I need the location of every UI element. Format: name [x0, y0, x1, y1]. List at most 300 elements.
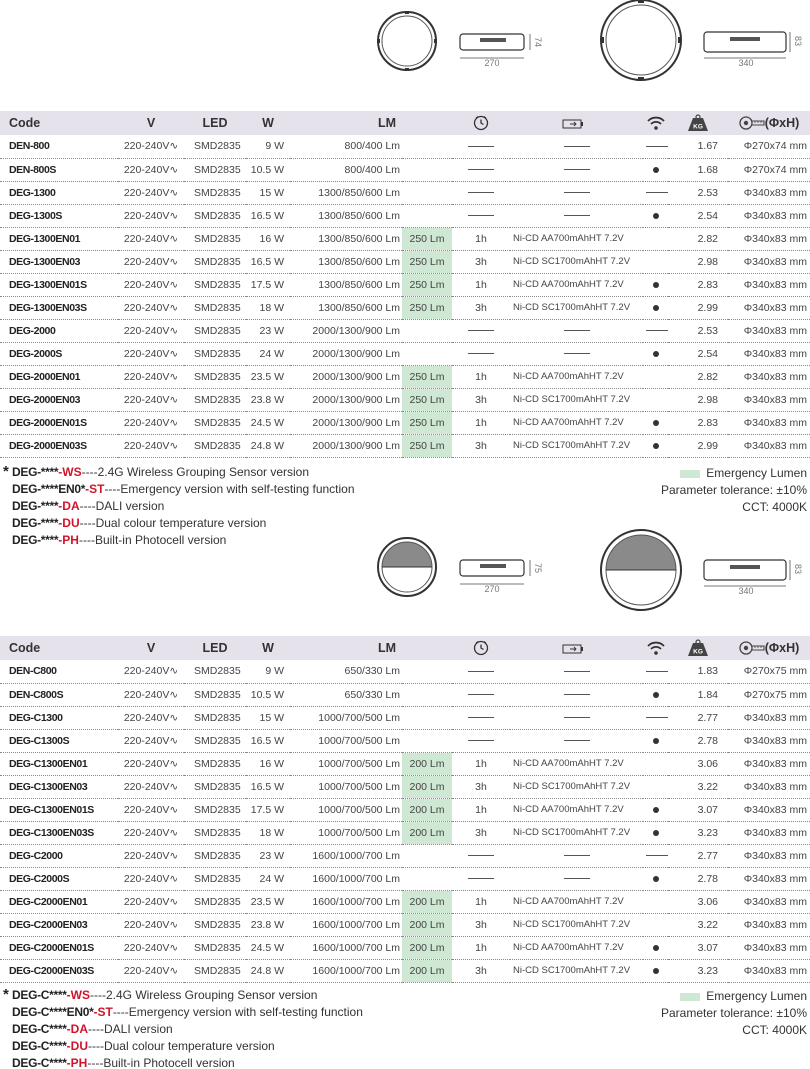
dash-mark: [564, 169, 590, 170]
cell-emergency-lumen-value: 250 Lm: [409, 370, 445, 383]
cell-lumen-value: 1000/700/500 Lm: [318, 826, 400, 839]
cell-wireless: [643, 752, 668, 775]
cell-time-value: 3h: [475, 780, 487, 793]
cell-emergency-lumen: [402, 913, 452, 936]
cell-wireless: [643, 706, 668, 729]
cell-weight-value: 2.54: [697, 209, 718, 222]
cell-code: [0, 913, 118, 936]
cell-voltage: [118, 867, 184, 890]
cell-emergency-lumen: [402, 342, 452, 365]
dash-mark: [468, 740, 494, 741]
cell-time: [452, 821, 510, 844]
cell-weight: [668, 729, 728, 752]
cell-wireless: [643, 936, 668, 959]
wireless-dot: [653, 692, 659, 698]
cell-watt-value: 23 W: [259, 324, 284, 337]
cell-lumen-value: 1600/1000/700 Lm: [312, 918, 400, 931]
cell-dimensions-value: Φ270x75 mm: [743, 665, 807, 678]
cell-lumen: [290, 844, 402, 867]
cell-weight-value: 3.23: [697, 964, 718, 977]
cell-emergency-lumen: [402, 135, 452, 158]
cell-led-value: SMD2835: [194, 918, 241, 931]
dash-mark: [564, 215, 590, 216]
cell-led: [184, 250, 246, 273]
cell-code-value: DEG-C2000S: [9, 872, 70, 885]
cell-code: [0, 821, 118, 844]
cell-lumen: [290, 342, 402, 365]
table-row: [0, 683, 810, 706]
cell-voltage-value: 220-240V∿: [123, 918, 179, 931]
cell-wireless: [643, 319, 668, 342]
cell-dimensions-value: Φ340x83 mm: [743, 826, 807, 839]
cell-time-value: 3h: [475, 826, 487, 839]
variant-suffix: -DA: [66, 1022, 88, 1036]
header-led: [184, 111, 246, 135]
table-row: [0, 250, 810, 273]
cell-voltage-value: 220-240V∿: [123, 780, 179, 793]
table-header-row: [0, 111, 810, 135]
cell-emergency-lumen: [402, 821, 452, 844]
legend-cct: CCT: 4000K: [742, 1023, 807, 1037]
header-wireless: [643, 636, 668, 660]
cell-emergency-lumen: [402, 683, 452, 706]
cell-battery-value: Ni-CD AA700mAhHT 7.2V: [513, 279, 624, 290]
cell-watt: [246, 890, 290, 913]
cell-emergency-lumen-value: 250 Lm: [409, 232, 445, 245]
cell-lumen-value: 650/330 Lm: [344, 688, 400, 701]
cell-emergency-lumen: [402, 365, 452, 388]
cell-led-value: SMD2835: [194, 209, 241, 222]
cell-voltage: [118, 250, 184, 273]
cell-emergency-lumen-value: 200 Lm: [409, 964, 445, 977]
variant-suffix: -WS: [66, 988, 90, 1002]
dash-mark: [646, 330, 668, 331]
cell-dimensions-value: Φ340x83 mm: [743, 416, 807, 429]
cell-led: [184, 388, 246, 411]
cell-weight-value: 2.53: [697, 324, 718, 337]
cell-dimensions: [728, 775, 810, 798]
cell-voltage: [118, 388, 184, 411]
cell-watt: [246, 319, 290, 342]
cell-battery-value: Ni-CD AA700mAhHT 7.2V: [513, 417, 624, 428]
cell-led: [184, 890, 246, 913]
cell-lumen-value: 1300/850/600 Lm: [318, 278, 400, 291]
cell-weight-value: 2.82: [697, 232, 718, 245]
cell-battery: [510, 434, 643, 457]
cell-dimensions: [728, 660, 810, 683]
cell-lumen-value: 1300/850/600 Lm: [318, 209, 400, 222]
variant-suffix: -ST: [85, 482, 105, 496]
cell-weight: [668, 273, 728, 296]
cell-led: [184, 959, 246, 982]
table-row: [0, 729, 810, 752]
cell-voltage-value: 220-240V∿: [123, 255, 179, 268]
cell-dimensions-value: Φ340x83 mm: [743, 780, 807, 793]
cell-watt: [246, 936, 290, 959]
cell-time: [452, 660, 510, 683]
cell-dimensions-value: Φ340x83 mm: [743, 849, 807, 862]
cell-weight: [668, 411, 728, 434]
cell-emergency-lumen: [402, 729, 452, 752]
cell-time: [452, 913, 510, 936]
cell-lumen-value: 650/330 Lm: [344, 665, 400, 678]
cell-dimensions-value: Φ270x74 mm: [743, 163, 807, 176]
cell-weight: [668, 181, 728, 204]
cell-battery: [510, 959, 643, 982]
cell-lumen: [290, 434, 402, 457]
cell-dimensions-value: Φ340x83 mm: [743, 895, 807, 908]
cell-emergency-lumen: [402, 158, 452, 181]
cell-led-value: SMD2835: [194, 232, 241, 245]
cell-battery-value: Ni-CD SC1700mAhHT 7.2V: [513, 827, 631, 838]
cell-battery: [510, 660, 643, 683]
table-row: [0, 411, 810, 434]
cell-emergency-lumen: [402, 204, 452, 227]
cell-code: [0, 890, 118, 913]
cell-watt: [246, 706, 290, 729]
cell-time: [452, 158, 510, 181]
large-profile-drawing-2: [702, 558, 810, 598]
cell-code-value: DEG-1300EN03: [9, 255, 81, 268]
cell-emergency-lumen-value: 200 Lm: [409, 757, 445, 770]
cell-time: [452, 319, 510, 342]
cell-dimensions: [728, 959, 810, 982]
cell-time: [452, 227, 510, 250]
cell-voltage-value: 220-240V∿: [123, 757, 179, 770]
cell-dimensions: [728, 388, 810, 411]
cell-lumen: [290, 227, 402, 250]
cell-lumen-value: 1000/700/500 Lm: [318, 780, 400, 793]
cell-wireless: [643, 798, 668, 821]
cell-wireless: [643, 660, 668, 683]
cell-lumen: [290, 135, 402, 158]
cell-voltage: [118, 959, 184, 982]
cell-watt: [246, 411, 290, 434]
cell-lumen: [290, 319, 402, 342]
cell-battery: [510, 844, 643, 867]
cell-watt: [246, 913, 290, 936]
cell-voltage-value: 220-240V∿: [123, 301, 179, 314]
cell-time: [452, 936, 510, 959]
cell-voltage: [118, 158, 184, 181]
cell-dimensions-value: Φ340x83 mm: [743, 278, 807, 291]
dash-mark: [468, 855, 494, 856]
cell-dimensions: [728, 798, 810, 821]
variant-code: DEG-C****: [12, 1039, 67, 1053]
cell-battery: [510, 342, 643, 365]
variant-description: ----Dual colour temperature version: [79, 516, 267, 530]
cell-watt: [246, 683, 290, 706]
variant-description: ----Emergency version with self-testing function: [104, 482, 355, 496]
table-row: [0, 890, 810, 913]
cell-code-value: DEG-C2000: [9, 849, 63, 862]
cell-led-value: SMD2835: [194, 140, 241, 153]
dash-mark: [564, 717, 590, 718]
cell-time: [452, 729, 510, 752]
cell-time-value: 1h: [475, 757, 487, 770]
cell-voltage-value: 220-240V∿: [123, 941, 179, 954]
cell-wireless: [643, 959, 668, 982]
cell-emergency-lumen: [402, 890, 452, 913]
asterisk-mark: *: [3, 463, 9, 480]
cell-weight-value: 2.99: [697, 439, 718, 452]
table-row: [0, 752, 810, 775]
weight-kg-icon: [686, 115, 710, 129]
header-voltage-label: V: [146, 641, 156, 655]
cell-dimensions-value: Φ340x83 mm: [743, 301, 807, 314]
cell-lumen-value: 1300/850/600 Lm: [318, 186, 400, 199]
cell-dimensions-value: Φ340x83 mm: [743, 370, 807, 383]
cell-emergency-lumen: [402, 227, 452, 250]
cell-weight: [668, 388, 728, 411]
cell-led-value: SMD2835: [194, 163, 241, 176]
variant-suffix: -DU: [66, 1039, 88, 1053]
cell-wireless: [643, 434, 668, 457]
wireless-dot: [653, 968, 659, 974]
cell-led: [184, 319, 246, 342]
cell-voltage: [118, 434, 184, 457]
cell-watt: [246, 273, 290, 296]
cell-code-value: DEG-1300EN01S: [9, 278, 87, 291]
cell-battery: [510, 388, 643, 411]
dash-mark: [564, 694, 590, 695]
large-width-label: 340: [738, 58, 754, 68]
cell-battery: [510, 273, 643, 296]
variant-suffix: -DA: [58, 499, 80, 513]
cell-lumen-value: 1300/850/600 Lm: [318, 232, 400, 245]
svg-text:KG: KG: [693, 648, 703, 656]
cell-code: [0, 181, 118, 204]
cell-code: [0, 319, 118, 342]
cell-led-value: SMD2835: [194, 941, 241, 954]
cell-wireless: [643, 296, 668, 319]
cell-dimensions-value: Φ270x75 mm: [743, 688, 807, 701]
variant-note: [12, 1056, 235, 1069]
cell-dimensions: [728, 936, 810, 959]
cell-watt-value: 24.5 W: [250, 941, 284, 954]
cell-led: [184, 434, 246, 457]
cell-voltage: [118, 821, 184, 844]
cell-led: [184, 729, 246, 752]
cell-weight-value: 2.82: [697, 370, 718, 383]
cell-weight-value: 3.07: [697, 941, 718, 954]
cell-voltage: [118, 273, 184, 296]
wireless-dot: [653, 876, 659, 882]
cell-watt-value: 24 W: [259, 872, 284, 885]
cell-dimensions: [728, 273, 810, 296]
cell-led-value: SMD2835: [194, 278, 241, 291]
cell-voltage: [118, 729, 184, 752]
cell-wireless: [643, 158, 668, 181]
cell-battery: [510, 319, 643, 342]
cell-lumen: [290, 158, 402, 181]
dash-mark: [646, 671, 668, 672]
header-battery: [510, 636, 643, 660]
cell-lumen: [290, 936, 402, 959]
cell-time: [452, 434, 510, 457]
variant-description: ----Built-in Photocell version: [87, 1056, 235, 1069]
table-header-row: [0, 636, 810, 660]
cell-time: [452, 867, 510, 890]
legend-1: [661, 465, 807, 516]
cell-battery-value: Ni-CD AA700mAhHT 7.2V: [513, 804, 624, 815]
cell-time: [452, 752, 510, 775]
cell-lumen-value: 1300/850/600 Lm: [318, 301, 400, 314]
cell-wireless: [643, 683, 668, 706]
clock-icon: [473, 640, 489, 654]
cell-time: [452, 683, 510, 706]
cell-lumen: [290, 204, 402, 227]
cell-lumen: [290, 821, 402, 844]
cell-weight-value: 1.84: [697, 688, 718, 701]
cell-watt-value: 18 W: [259, 301, 284, 314]
cell-weight-value: 2.78: [697, 734, 718, 747]
cell-wireless: [643, 342, 668, 365]
cell-watt: [246, 342, 290, 365]
cell-battery: [510, 752, 643, 775]
header-lumen-label: LM: [377, 641, 396, 655]
variant-code: DEG-****EN0*: [12, 482, 86, 496]
large-round-fitting-drawing: [593, 0, 689, 84]
cell-lumen: [290, 798, 402, 821]
dash-mark: [564, 146, 590, 147]
cell-wireless: [643, 181, 668, 204]
dash-mark: [646, 192, 668, 193]
cell-voltage: [118, 135, 184, 158]
cell-emergency-lumen-value: 200 Lm: [409, 826, 445, 839]
cell-led-value: SMD2835: [194, 324, 241, 337]
cell-watt-value: 23.5 W: [250, 370, 284, 383]
cell-watt-value: 15 W: [259, 186, 284, 199]
variant-code: DEG-****: [12, 516, 59, 530]
cell-voltage-value: 220-240V∿: [123, 347, 179, 360]
cell-voltage-value: 220-240V∿: [123, 370, 179, 383]
cell-watt: [246, 365, 290, 388]
cell-lumen-value: 1600/1000/700 Lm: [312, 895, 400, 908]
table-row: [0, 158, 810, 181]
cell-code-value: DEG-C1300S: [9, 734, 70, 747]
cell-time-value: 1h: [475, 895, 487, 908]
cell-code: [0, 158, 118, 181]
cell-dimensions-value: Φ340x83 mm: [743, 711, 807, 724]
cell-code-value: DEG-2000EN03: [9, 393, 81, 406]
cell-voltage-value: 220-240V∿: [123, 872, 179, 885]
variant-note: [12, 499, 164, 513]
cell-time: [452, 775, 510, 798]
cell-emergency-lumen: [402, 434, 452, 457]
cell-lumen-value: 1600/1000/700 Lm: [312, 872, 400, 885]
cell-watt-value: 16 W: [259, 757, 284, 770]
cell-watt: [246, 250, 290, 273]
cell-code-value: DEG-1300EN03S: [9, 301, 87, 314]
header-watt: [246, 636, 290, 660]
large-profile-drawing: [702, 30, 810, 70]
cell-emergency-lumen: [402, 706, 452, 729]
cell-lumen: [290, 273, 402, 296]
cell-lumen: [290, 250, 402, 273]
cell-voltage: [118, 936, 184, 959]
cell-weight-value: 3.06: [697, 895, 718, 908]
cell-voltage: [118, 411, 184, 434]
cell-voltage-value: 220-240V∿: [123, 849, 179, 862]
cell-led-value: SMD2835: [194, 665, 241, 678]
header-code: [0, 111, 118, 135]
small-width-label: 270: [484, 58, 500, 68]
variant-code: DEG-****: [12, 465, 59, 479]
cell-time: [452, 706, 510, 729]
cell-dimensions: [728, 250, 810, 273]
cell-watt: [246, 959, 290, 982]
cell-led-value: SMD2835: [194, 872, 241, 885]
dash-mark: [564, 878, 590, 879]
cell-weight: [668, 798, 728, 821]
cell-led-value: SMD2835: [194, 255, 241, 268]
cell-weight-value: 2.83: [697, 416, 718, 429]
wireless-dot: [653, 443, 659, 449]
cell-emergency-lumen: [402, 660, 452, 683]
cell-led: [184, 706, 246, 729]
cell-voltage-value: 220-240V∿: [123, 711, 179, 724]
cell-code-value: DEN-800S: [9, 163, 56, 176]
variant-suffix: -DU: [58, 516, 80, 530]
cell-watt: [246, 135, 290, 158]
header-led-label: LED: [202, 641, 228, 655]
variant-note: [12, 482, 355, 496]
cell-code-value: DEG-C1300EN03S: [9, 826, 94, 839]
cell-emergency-lumen: [402, 388, 452, 411]
cell-lumen: [290, 729, 402, 752]
cell-voltage-value: 220-240V∿: [123, 393, 179, 406]
cell-voltage-value: 220-240V∿: [123, 140, 179, 153]
table-row: [0, 227, 810, 250]
cell-weight: [668, 660, 728, 683]
wireless-dot: [653, 830, 659, 836]
dash-mark: [468, 878, 494, 879]
cell-led: [184, 660, 246, 683]
cell-code: [0, 388, 118, 411]
cell-led: [184, 913, 246, 936]
cell-voltage: [118, 775, 184, 798]
cell-led-value: SMD2835: [194, 370, 241, 383]
cell-led-value: SMD2835: [194, 849, 241, 862]
header-voltage: [118, 636, 184, 660]
cell-dimensions: [728, 434, 810, 457]
cell-time: [452, 844, 510, 867]
cell-led-value: SMD2835: [194, 711, 241, 724]
cell-weight-value: 2.98: [697, 393, 718, 406]
dash-mark: [564, 740, 590, 741]
cell-weight-value: 2.98: [697, 255, 718, 268]
cell-dimensions-value: Φ340x83 mm: [743, 347, 807, 360]
cell-battery: [510, 798, 643, 821]
cell-time-value: 3h: [475, 393, 487, 406]
cell-voltage: [118, 296, 184, 319]
cell-weight-value: 1.67: [697, 140, 718, 153]
cell-time: [452, 181, 510, 204]
cell-battery: [510, 204, 643, 227]
cell-code: [0, 683, 118, 706]
cell-emergency-lumen-value: 200 Lm: [409, 803, 445, 816]
table-row: [0, 706, 810, 729]
cell-voltage: [118, 660, 184, 683]
cell-battery-value: Ni-CD SC1700mAhHT 7.2V: [513, 919, 631, 930]
cell-code-value: DEG-C2000EN03: [9, 918, 88, 931]
cell-code: [0, 752, 118, 775]
cell-weight: [668, 204, 728, 227]
cell-time-value: 1h: [475, 941, 487, 954]
cell-watt: [246, 821, 290, 844]
cell-lumen: [290, 752, 402, 775]
